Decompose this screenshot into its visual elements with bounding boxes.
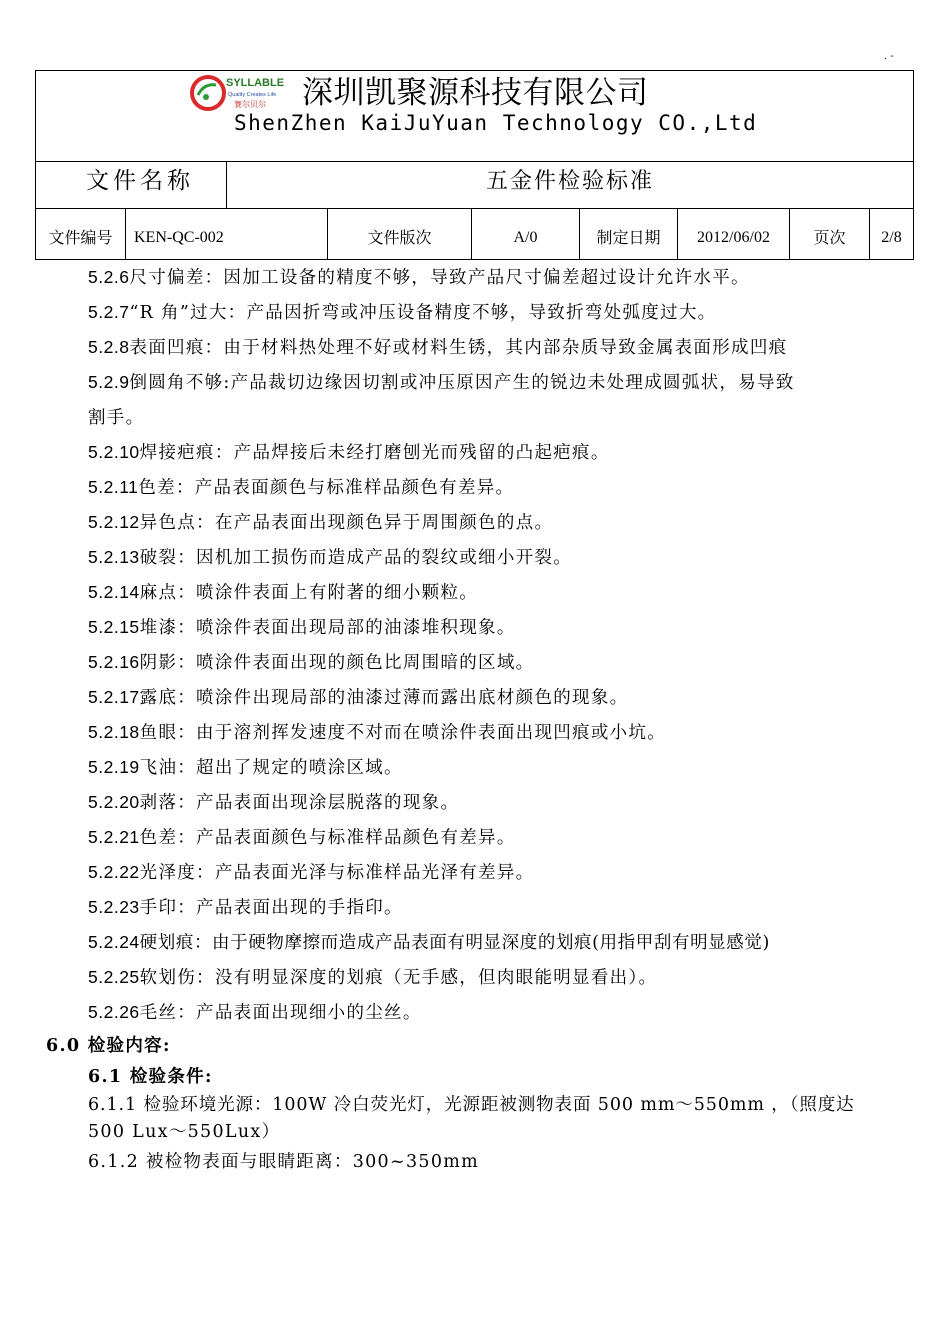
list-item: 5.2.22光泽度：产品表面光泽与标准样品光泽有差异。 bbox=[88, 862, 535, 883]
doc-no-value: KEN-QC-002 bbox=[126, 209, 328, 259]
page-value: 2/8 bbox=[881, 229, 902, 246]
list-item: 5.2.17露底：喷涂件出现局部的油漆过薄而露出底材颜色的现象。 bbox=[88, 687, 629, 708]
list-item: 5.2.12异色点：在产品表面出现颜色异于周围颜色的点。 bbox=[88, 512, 554, 533]
list-item: 5.2.7“R 角”过大：产品因折弯或冲压设备精度不够，导致折弯处弧度过大。 bbox=[88, 302, 717, 323]
company-banner bbox=[35, 70, 914, 162]
document-header bbox=[35, 70, 914, 260]
list-item: 5.2.20剥落：产品表面出现涂层脱落的现象。 bbox=[88, 792, 460, 813]
date-label: 制定日期 bbox=[580, 209, 678, 259]
page-label: 页次 bbox=[790, 209, 870, 259]
list-item: 5.2.14麻点：喷涂件表面上有附著的细小颗粒。 bbox=[88, 582, 479, 603]
list-item: 5.2.16阴影：喷涂件表面出现的颜色比周围暗的区域。 bbox=[88, 652, 535, 673]
company-name-en: ShenZhen KaiJuYuan Technology CO.,Ltd bbox=[234, 111, 758, 135]
list-item: 5.2.26毛丝：产品表面出现细小的尘丝。 bbox=[88, 1002, 422, 1023]
list-item: 5.2.25软划伤：没有明显深度的划痕（无手感，但肉眼能明显看出）。 bbox=[88, 967, 658, 988]
list-item: 5.2.10焊接疤痕：产品焊接后未经打磨刨光而残留的凸起疤痕。 bbox=[88, 442, 610, 463]
company-name-cn: 深圳凯聚源科技有限公司 bbox=[302, 75, 649, 111]
list-item-continuation: 割手。 bbox=[88, 408, 145, 428]
list-item: 5.2.24硬划痕：由于硬物摩擦而造成产品表面有明显深度的划痕(用指甲刮有明显感觉) bbox=[88, 932, 770, 953]
list-item: 5.2.23手印：产品表面出现的手指印。 bbox=[88, 897, 403, 918]
paragraph-continuation: 500 Lux～550Lux） bbox=[88, 1122, 281, 1142]
list-item: 5.2.19飞油：超出了规定的喷涂区域。 bbox=[88, 757, 403, 778]
corner-mark: . - bbox=[884, 50, 894, 62]
company-logo bbox=[190, 73, 292, 113]
doc-no-label: 文件编号 bbox=[36, 209, 126, 259]
doc-name-row bbox=[35, 162, 914, 209]
list-item: 5.2.18鱼眼：由于溶剂挥发速度不对而在喷涂件表面出现凹痕或小坑。 bbox=[88, 722, 667, 743]
version-label: 文件版次 bbox=[328, 209, 472, 259]
list-item: 5.2.9倒圆角不够:产品裁切边缘因切割或冲压原因产生的锐边未处理成圆弧状，易导致 bbox=[88, 372, 795, 393]
list-item: 5.2.13破裂：因机加工损伤而造成产品的裂纹或细小开裂。 bbox=[88, 547, 573, 568]
doc-name-value: 五金件检验标准 bbox=[485, 169, 654, 194]
section-heading: 6.0 检验内容: bbox=[46, 1036, 171, 1056]
date-value: 2012/06/02 bbox=[678, 209, 790, 259]
version-value: A/0 bbox=[472, 209, 580, 259]
doc-name-label: 文件名称 bbox=[36, 162, 227, 208]
paragraph: 6.1.1 检验环境光源：100W 冷白荧光灯，光源距被测物表面 500 mm～550mm ，（照度达 bbox=[88, 1095, 855, 1115]
subsection-heading: 6.1 检验条件: bbox=[88, 1067, 213, 1087]
logo-brand-text: SYLLABLE bbox=[226, 77, 285, 89]
list-item: 5.2.15堆漆：喷涂件表面出现局部的油漆堆积现象。 bbox=[88, 617, 516, 638]
list-item: 5.2.11色差：产品表面颜色与标准样品颜色有差异。 bbox=[88, 477, 515, 498]
doc-meta-row bbox=[35, 209, 914, 260]
list-item: 5.2.21色差：产品表面颜色与标准样品颜色有差异。 bbox=[88, 827, 516, 848]
list-item: 5.2.8表面凹痕：由于材料热处理不好或材料生锈，其内部杂质导致金属表面形成凹痕 bbox=[88, 337, 788, 358]
logo-tagline: Quality Creates Life bbox=[228, 92, 277, 98]
list-item: 5.2.6尺寸偏差：因加工设备的精度不够，导致产品尺寸偏差超过设计允许水平。 bbox=[88, 267, 750, 288]
logo-cn-text: 赛尔贝尔 bbox=[234, 100, 266, 109]
paragraph: 6.1.2 被检物表面与眼睛距离：300~350mm bbox=[88, 1152, 480, 1172]
